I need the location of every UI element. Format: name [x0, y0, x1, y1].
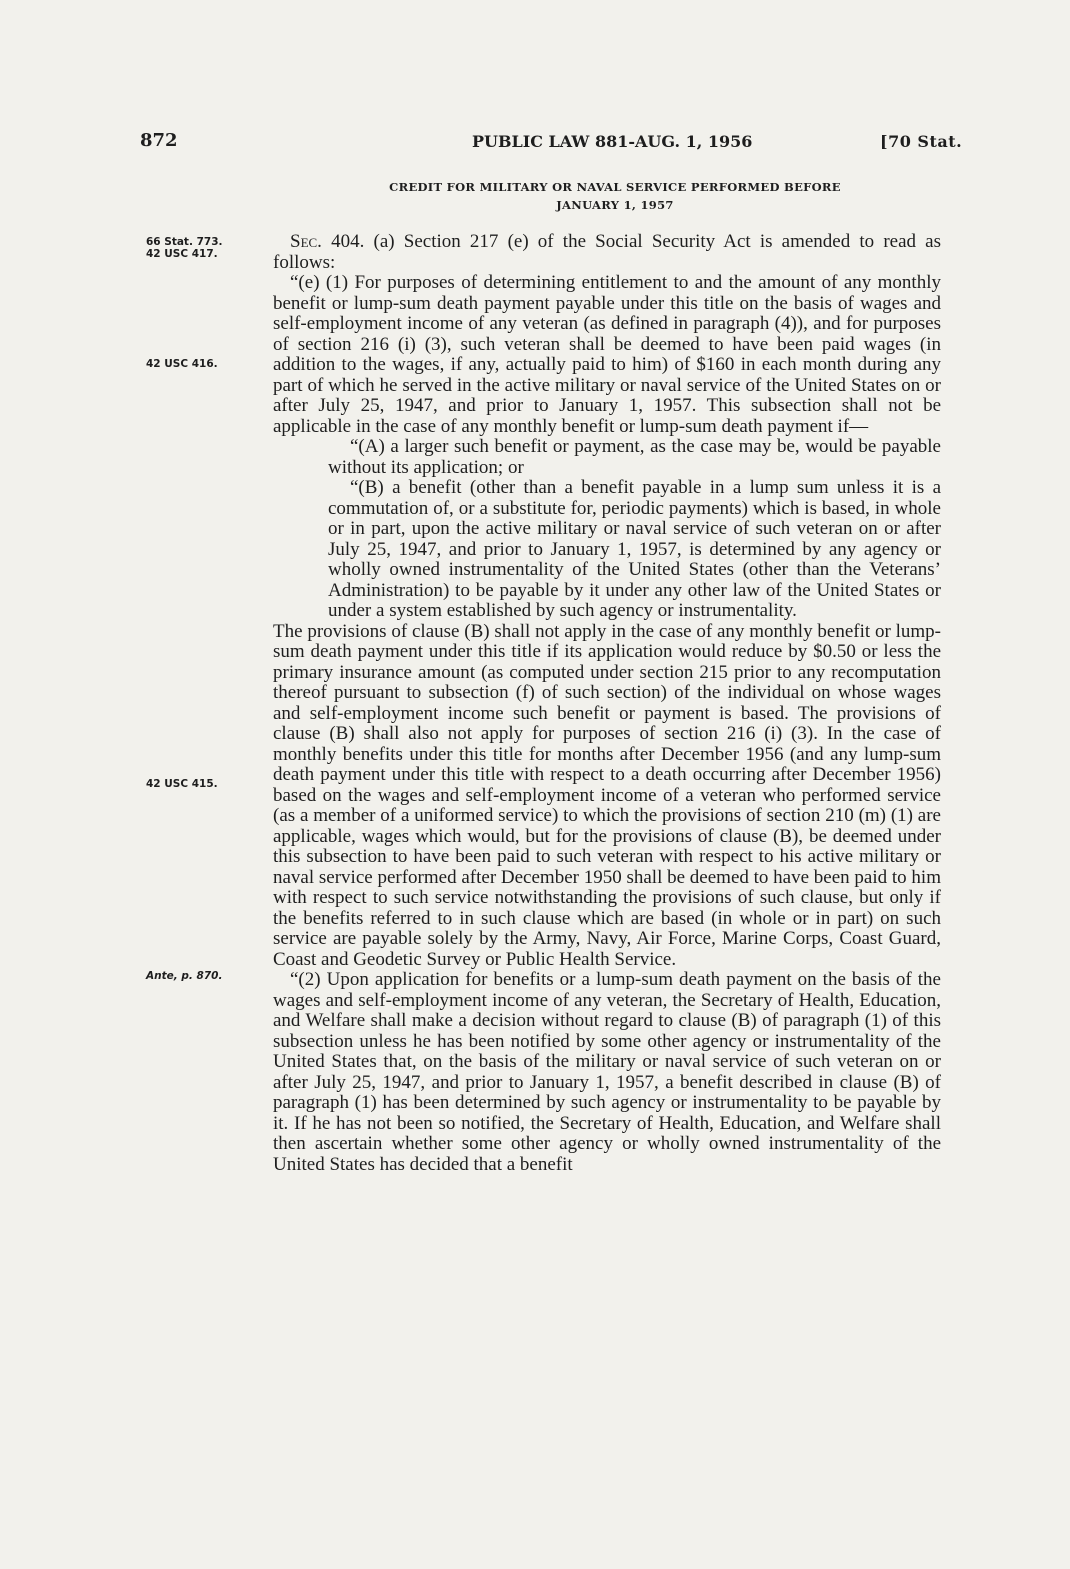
paragraph-subsection-e-2: “(2) Upon application for benefits or a lump-sum death payment on the basis of the wages and self-employment income of any veteran, the Secretary of Health, Education, and Welfare shall make a decision without regard to clause (B) of paragraph (1) of this subsection unless he has been notified by some other agency or instrumentality of the United States that, on the basis of the military or naval service of such veteran on or after July 25, 1947, and prior to January 1, 1957, a benefit described in clause (B) of paragraph (1) has been determined by such agency or instrumentality to be payable by it. If he has not been so notified, the Secretary of Health, Education, and Welfare shall then ascertain whether some other agency or wholly owned instrumentality of the United States has decided that a benefit: [273, 969, 941, 1175]
margin-note-line: 42 USC 416.: [146, 358, 218, 370]
section-heading-line-2: JANUARY 1, 1957: [556, 198, 674, 212]
body-text: [273, 232, 941, 1175]
margin-note-citation: [146, 970, 276, 982]
margin-note-citation: [146, 358, 276, 370]
section-heading: [290, 178, 940, 214]
margin-note-line: 66 Stat. 773.: [146, 236, 223, 248]
section-heading-line-1: CREDIT FOR MILITARY OR NAVAL SERVICE PERFORMED BEFORE: [389, 180, 841, 194]
volume-reference: [70 Stat.: [880, 132, 963, 151]
paragraph-text: 404. (a) Section 217 (e) of the Social Security Act is amended to read as follows:: [273, 231, 942, 273]
paragraph-provisions-clause-b: The provisions of clause (B) shall not apply in the case of any monthly benefit or lump-sum death payment under this title if its application would reduce by $0.50 or less the primary insurance amount (as computed under section 215 prior to any recomputation thereof pursuant to subsection (f) of such section) of the individual on whose wages and self-employment income such benefit or payment is based. The provisions of clause (B) shall also not apply for purposes of section 216 (i) (3). In the case of monthly benefits under this title for months after December 1956 (and any lump-sum death payment under this title with respect to a death occurring after December 1956) based on the wages and self-employment income of a veteran who performed service (as a member of a uniformed service) to which the provisions of section 210 (m) (1) are applicable, wages which would, but for the provisions of clause (B), be deemed under this subsection to have been paid to such veteran with respect to his active military or naval service performed after December 1950 shall be deemed to have been paid to him with respect to such service notwithstanding the provisions of such clause, but only if the benefits referred to in such clause which are based (in whole or in part) on such service are payable solely by the Army, Navy, Air Force, Marine Corps, Coast Guard, Coast and Geodetic Survey or Public Health Service.: [273, 620, 941, 970]
section-label: Sec.: [290, 231, 322, 252]
page-number: 872: [140, 130, 178, 151]
margin-note-citation: [146, 778, 276, 790]
paragraph-subsection-e-1: “(e) (1) For purposes of determining entitlement to and the amount of any monthly benefit or lump-sum death payment payable under this title on the basis of wages and self-employment income of any veteran (as defined in paragraph (4)), and for purposes of section 216 (i) (3), such veteran shall be deemed to have been paid wages (in addition to the wages, if any, actually paid to him) of $160 in each month during any part of which he served in the active military or naval service of the United States on or after July 25, 1947, and prior to January 1, 1957. This subsection shall not be applicable in the case of any monthly benefit or lump-sum death payment if—: [273, 272, 941, 437]
running-head: PUBLIC LAW 881-AUG. 1, 1956: [472, 132, 753, 151]
margin-note-citation: [146, 236, 276, 260]
margin-note-line: Ante, p. 870.: [146, 970, 223, 982]
clause-a: “(A) a larger such benefit or payment, as the case may be, would be payable without its application; or: [328, 436, 941, 478]
page-header: [0, 130, 1070, 164]
margin-note-line: 42 USC 417.: [146, 248, 218, 260]
clause-b: “(B) a benefit (other than a benefit payable in a lump sum unless it is a commutation of, or a substitute for, periodic payments) which is based, in whole or in part, upon the active military or naval service of such veteran on or after July 25, 1947, and prior to January 1, 1957, is determined by any agency or wholly owned instrumentality of the United States (other than the Veterans’ Administration) to be payable by it under any other law of the United States or under a system established by such agency or instrumentality.: [328, 477, 941, 621]
paragraph-section-404: [273, 232, 941, 273]
margin-note-line: 42 USC 415.: [146, 778, 218, 790]
